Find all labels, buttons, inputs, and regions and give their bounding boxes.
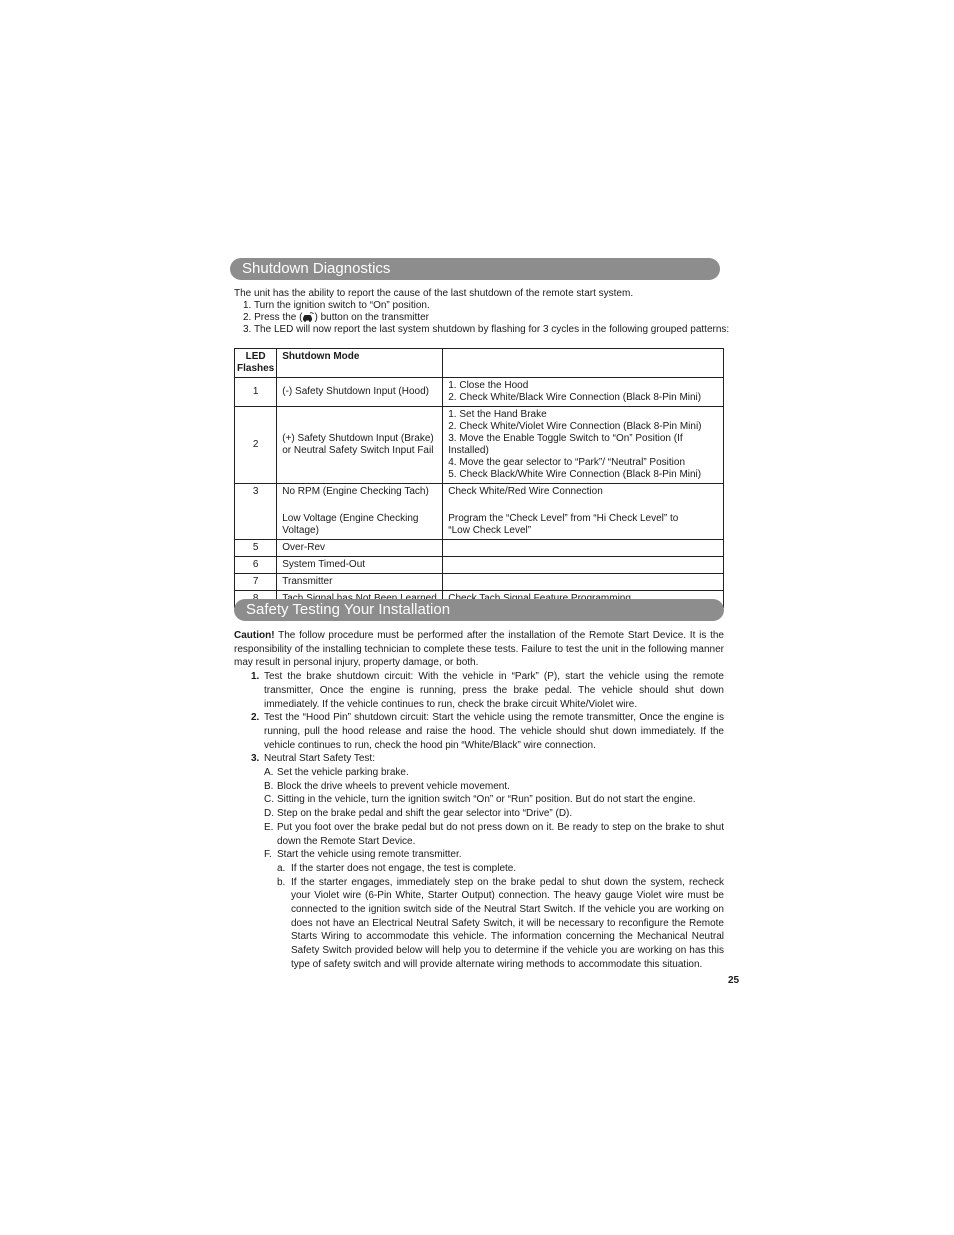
caution-label: Caution! <box>234 630 275 641</box>
step-1: 1. Turn the ignition switch to “On” position. <box>243 300 430 311</box>
table-row <box>235 574 724 591</box>
action: 1. Close the Hood 2. Check White/Black Wire Connection (Black 8-Pin Mini) <box>443 378 724 407</box>
step-3: 3. The LED will now report the last system shutdown by flashing for 3 cycles in the following grouped patterns: <box>243 324 730 335</box>
action: 1. Set the Hand Brake 2. Check White/Violet Wire Connection (Black 8-Pin Mini) 3. Move the Enable Toggle Switch to “On” Position (If Installed) 4. Move the gear selector to “Park”/ “Neutral” Position 5. Check Black/White Wire Connection (Black 8-Pin Mini) <box>443 407 724 484</box>
sub-item: C. Sitting in the vehicle, turn the ignition switch “On” or “Run” position. But do not start the engine. <box>264 794 696 806</box>
section-title: Safety Testing Your Installation <box>246 601 451 618</box>
test-item-2: 2. Test the “Hood Pin” shutdown circuit: Start the vehicle using the remote transmitter, Once the engine is running, pull the hood release and raise the hood. The vehicle should shut down immediately. If the vehicle continues to run, check the hood pin “White/Black” wire connection. <box>251 712 724 751</box>
diagnostic-steps <box>243 300 729 336</box>
led-count: 7 <box>235 574 277 591</box>
shutdown-diagnostics-table <box>234 348 724 608</box>
sub-item: B. Block the drive wheels to prevent vehicle movement. <box>264 780 510 792</box>
table-header-row <box>235 349 724 378</box>
table-row <box>235 484 724 540</box>
led-count: 1 <box>235 378 277 407</box>
led-count: 2 <box>235 407 277 484</box>
sub-item: E. Put you foot over the brake pedal but do not press down on it. Be ready to step on the brake to shut down the Remote Start Device. <box>264 821 724 847</box>
shutdown-mode: (+) Safety Shutdown Input (Brake) or Neutral Safety Switch Input Fail <box>277 407 443 484</box>
page-number: 25 <box>728 975 740 986</box>
shutdown-mode: (-) Safety Shutdown Input (Hood) <box>277 378 443 407</box>
section-header-safety-testing <box>234 599 724 621</box>
shutdown-mode: No RPM (Engine Checking Tach) Low Voltage (Engine Checking Voltage) <box>277 484 443 540</box>
remote-car-icon <box>302 312 314 322</box>
action <box>443 557 724 574</box>
table-row <box>235 557 724 574</box>
section-header-shutdown-diagnostics <box>230 258 720 280</box>
table-row <box>235 378 724 407</box>
sub-item: F. Start the vehicle using remote transmitter. <box>264 849 462 861</box>
test-item-1: 1. Test the brake shutdown circuit: With the vehicle in “Park” (P), start the vehicle using the remote transmitter, Once the engine is running, press the brake pedal. The vehicle should shut down immediately. If the vehicle continues to run, check the brake circuit White/Violet wire. <box>251 671 724 710</box>
shutdown-mode: Transmitter <box>277 574 443 591</box>
sub-sub-item: b. If the starter engages, immediately step on the brake pedal to shut down the system, recheck your Violet wire (6-Pin White, Starter Output) connection. The heavy gauge Violet wire must be connected to the ignition switch side of the Neutral Start Switch. If the vehicle you are working on does not have an Electrical Neutral Safety Switch, it will be necessary to reconfigure the Remote Starts Wiring to accommodate this vehicle. The information concerning the Mechanical Neutral Safety Switch provided below will help you to determine if the vehicle you are working on has this type of safety switch and will provide alternate wiring methods to accommodate this situation. <box>277 876 724 970</box>
led-count: 3 <box>235 484 277 540</box>
sub-item: A. Set the vehicle parking brake. <box>264 767 409 779</box>
sub-item: D. Step on the brake pedal and shift the gear selector into “Drive” (D). <box>264 808 573 820</box>
step-2: 2. Press the ( ) button on the transmitter <box>243 312 429 323</box>
safety-testing-body <box>234 629 724 972</box>
header-shutdown-mode: Shutdown Mode <box>277 349 443 378</box>
shutdown-mode: Over-Rev <box>277 540 443 557</box>
action <box>443 540 724 557</box>
test-item-3: 3. Neutral Start Safety Test: <box>251 753 375 765</box>
caution-paragraph: Caution! The follow procedure must be performed after the installation of the Remote Start Device. It is the responsibility of the installing technician to complete these tests. Failure to test the unit in the following manner may result in personal injury, property damage, or both. <box>234 630 724 669</box>
led-count: 6 <box>235 557 277 574</box>
led-count: 5 <box>235 540 277 557</box>
header-action <box>443 349 724 378</box>
table-row <box>235 407 724 484</box>
intro-text: The unit has the ability to report the cause of the last shutdown of the remote start system. <box>234 288 634 299</box>
header-led-flashes: LED Flashes <box>235 349 277 378</box>
action <box>443 574 724 591</box>
sub-sub-item: a. If the starter does not engage, the test is complete. <box>277 862 517 874</box>
table-row <box>235 540 724 557</box>
shutdown-mode: System Timed-Out <box>277 557 443 574</box>
section-title: Shutdown Diagnostics <box>242 260 391 277</box>
action: Check White/Red Wire Connection Program the “Check Level” from “Hi Check Level” to “Low Check Level” <box>443 484 724 540</box>
